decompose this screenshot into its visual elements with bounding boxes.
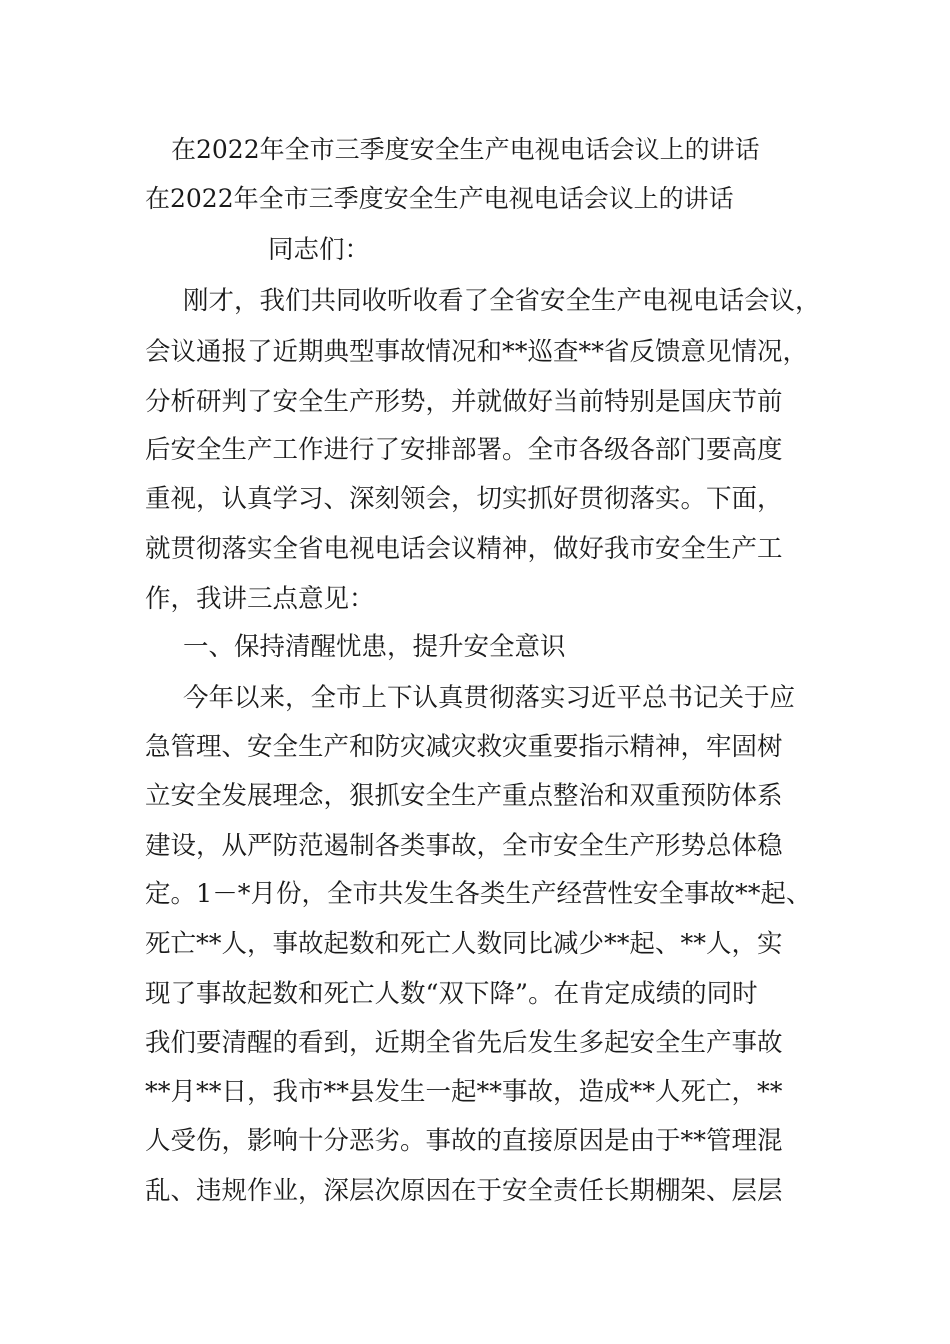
paragraph-1-line: 会议通报了近期典型事故情况和**巡查**省反馈意见情况， xyxy=(145,337,809,367)
paragraph-2-line: 建设，从严防范遏制各类事故，全市安全生产形势总体稳 xyxy=(145,831,783,861)
paragraph-2-line: 定。1－*月份，全市共发生各类生产经营性安全事故**起、 xyxy=(145,879,812,909)
paragraph-2-line: 今年以来，全市上下认真贯彻落实习近平总书记关于应 xyxy=(183,683,796,713)
paragraph-1-line: 分析研判了安全生产形势，并就做好当前特别是国庆节前 xyxy=(145,387,783,417)
paragraph-1-line: 后安全生产工作进行了安排部署。全市各级各部门要高度 xyxy=(145,435,783,465)
section-heading-1: 一、保持清醒忧患，提升安全意识 xyxy=(183,632,566,662)
paragraph-2-line: 急管理、安全生产和防灾减灾救灾重要指示精神，牢固树 xyxy=(145,732,783,762)
paragraph-2-line: 死亡**人，事故起数和死亡人数同比减少**起、**人，实 xyxy=(145,929,783,959)
paragraph-1-line: 刚才，我们共同收听收看了全省安全生产电视电话会议， xyxy=(183,286,821,316)
salutation: 同志们： xyxy=(268,235,371,265)
paragraph-2-line: 现了事故起数和死亡人数“双下降”。在肯定成绩的同时 xyxy=(145,979,758,1009)
paragraph-1-line: 重视，认真学习、深刻领会，切实抓好贯彻落实。下面， xyxy=(145,484,783,514)
paragraph-1-line: 就贯彻落实全省电视电话会议精神，做好我市安全生产工 xyxy=(145,534,783,564)
document-title-line-2: 在2022年全市三季度安全生产电视电话会议上的讲话 xyxy=(145,184,734,213)
document-title-line-1: 在2022年全市三季度安全生产电视电话会议上的讲话 xyxy=(171,135,760,164)
paragraph-2-line: 立安全发展理念，狠抓安全生产重点整治和双重预防体系 xyxy=(145,781,783,811)
paragraph-1-line: 作，我讲三点意见： xyxy=(145,584,375,614)
paragraph-2-line: 我们要清醒的看到，近期全省先后发生多起安全生产事故 xyxy=(145,1028,783,1058)
paragraph-2-line: 人受伤，影响十分恶劣。事故的直接原因是由于**管理混 xyxy=(145,1126,783,1156)
paragraph-2-line: 乱、违规作业，深层次原因在于安全责任长期棚架、层层 xyxy=(145,1176,783,1206)
paragraph-2-line: **月**日，我市**县发生一起**事故，造成**人死亡，** xyxy=(145,1077,783,1107)
